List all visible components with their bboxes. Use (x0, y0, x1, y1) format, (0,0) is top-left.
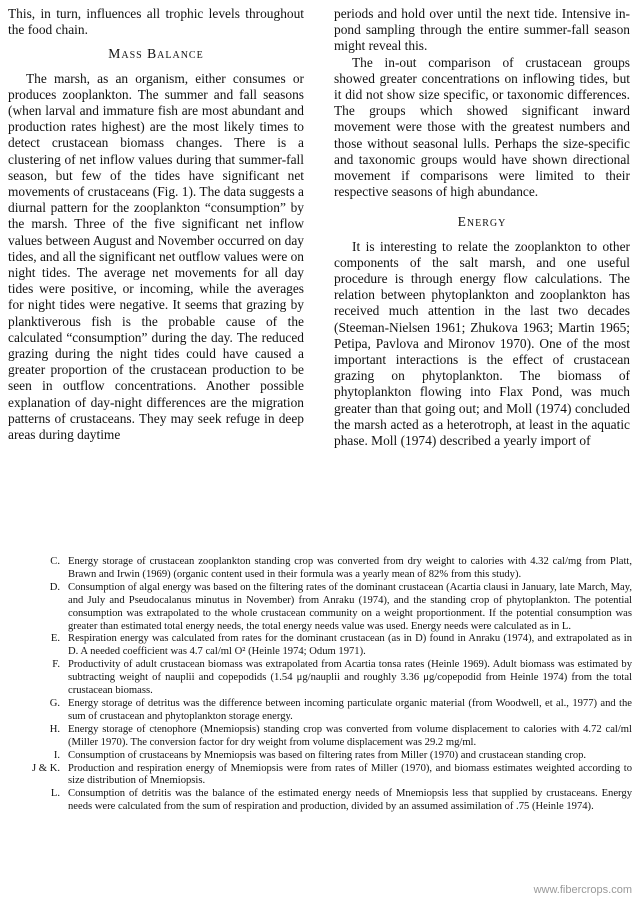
footnote-label: J & K. (32, 762, 60, 774)
paragraph: It is interesting to relate the zooplankton to other components of the salt marsh, and one useful procedure is through energy flow calculations. The relation between phytoplankton and zooplankton has received much attention in the last two decades (Steeman-Nielsen 1961; Zhukova 1963; Martin 1965; Petipa, Pavlova and Mironov 1970). One of the most important interactions is the effect of crustacean grazing on phytoplankton. The biomass of phytoplankton flowing into Flax Pond, was much greater than that going out; and Moll (1974) concluded the marsh acted as a heterotroph, at least in the aquatic phase. Moll (1974) described a yearly import of (334, 238, 630, 449)
footnote-label: I. (53, 749, 60, 761)
footnote-label: D. (49, 581, 60, 593)
footnote (8, 724, 632, 750)
footnote-label: F. (52, 659, 60, 671)
paragraph: This, in turn, influences all trophic levels throughout the food chain. (8, 6, 304, 38)
paragraph: The in-out comparison of crustacean groups showed greater concentrations on inflowing tides, but it did not show size specific, or taxonomic differences. The groups which showed significant inward movement were those with the greatest numbers and those without seasonal lulls. Perhaps the size-specific and taxonomic groups would have shown directional movement if comparisons were limited to their respective seasons of high abundance. (334, 54, 630, 200)
footnote (8, 582, 632, 634)
footnote (8, 750, 632, 763)
table-footnotes (8, 556, 632, 814)
footnote (8, 659, 632, 698)
footnote-text: Production and respiration energy of Mnemiopsis were from rates of Miller (1970), and biomass estimates weighted according to size distribution of Mnemiopsis. (68, 762, 632, 787)
footnote-text: Consumption of detritis was the balance of the estimated energy needs of Mnemiopsis less that supplied by crustaceans. Energy needs were calculated from the sum of respiration and production, divided by an assumed assimilation of .75 (Heinle 1974). (68, 788, 632, 813)
footnote-text: Energy storage of ctenophore (Mnemiopsis) standing crop was converted from volume displacement to calories with 4.72 cal/ml (Miller 1970). The conversion factor for dry weight from volume displacement was 29.2 mg/ml. (68, 723, 632, 748)
footnote-text: Consumption of crustaceans by Mnemiopsis was based on filtering rates from Miller (1970) and crustacean standing crop. (68, 749, 587, 761)
footnote (8, 633, 632, 659)
paragraph: The marsh, as an organism, either consumes or produces zooplankton. The summer and fall seasons (when larval and immature fish are most abundant and production rates highest) are the most likely times to detect crustacean biomass changes. There is a clustering of net inflow values during that summer-fall season, but few of the tides have significant net movements of crustaceans (Fig. 1). The data suggests a diurnal pattern for the zooplankton “consumption” by the marsh. Three of the five significant net inflow values between August and November occurred on day tides, and all the significant net outflow values were on night tides. The average net movements for all day tides were positive, or incoming, while the averages for night tides were negative. It seems that grazing by planktiverous fish is the probable cause of the calculated “consumption” during the day. The reduced grazing during the night tides could have caused a greater proportion of the crustacean production to be seen in outflow concentrations. Another possible explanation of day-night differences are the migration patterns of crustaceans. They may seek refuge in deep areas during daytime (8, 70, 304, 443)
section-heading-mass-balance: Mass Balance (108, 46, 204, 62)
paragraph: periods and hold over until the next tide. Intensive in-pond sampling through the entire summer-fall season might reveal this. (334, 6, 630, 54)
footnote (8, 698, 632, 724)
right-column (334, 6, 630, 449)
footnote (8, 556, 632, 582)
footnote-label: E. (50, 633, 60, 645)
footnote-text: Consumption of algal energy was based on the filtering rates of the dominant crustacean (Acartia clausi in January, late March, May, and July and Pseudocalanus minutus in November) from Anraku (1974), and the standing crop of phytoplankton. The potential consumption was extrapolated to the whole crustacean community on a weight proportionment. If the potential consumption was greater than estimated total energy needs, the total energy needs value was used. Energy needs were calculated as in L. (68, 581, 632, 632)
footnote-label: C. (50, 556, 60, 567)
footnote-label: H. (49, 723, 60, 735)
footnote (8, 788, 632, 814)
section-heading-energy: Energy (457, 214, 507, 230)
footnote (8, 763, 632, 789)
footnote-text: Energy storage of detritus was the difference between incoming particulate organic material (from Woodwell, et al., 1977) and the sum of crustacean and phytoplankton storage energy. (68, 697, 632, 722)
footnote-label: L. (50, 788, 60, 800)
left-column (8, 6, 304, 443)
footnote-text: Productivity of adult crustacean biomass was extrapolated from Acartia tonsa rates (Heinle 1969). Adult biomass was estimated by subtracting weight of nauplii and copepodids (1.54 μg/nauplii and roughly 3.36 μg/copepodid from Heinle 1974) from the total crustacean biomass. (68, 659, 632, 697)
footnote-label: G. (49, 697, 60, 709)
watermark-text: www.fibercrops.com (533, 884, 632, 896)
footnote-text: Energy storage of crustacean zooplankton standing crop was converted from dry weight to calories with 4.32 cal/mg from Platt, Brawn and Irwin (1969) (organic content used in their formula was a yearly mean of 82% from this study). (68, 556, 632, 580)
footnote-text: Respiration energy was calculated from rates for the dominant crustacean (as in D) found in Anraku (1974), and extrapolated as in D. A needed coefficient was 4.7 cal/ml O² (Heinle 1974; Odum 1971). (68, 633, 632, 658)
